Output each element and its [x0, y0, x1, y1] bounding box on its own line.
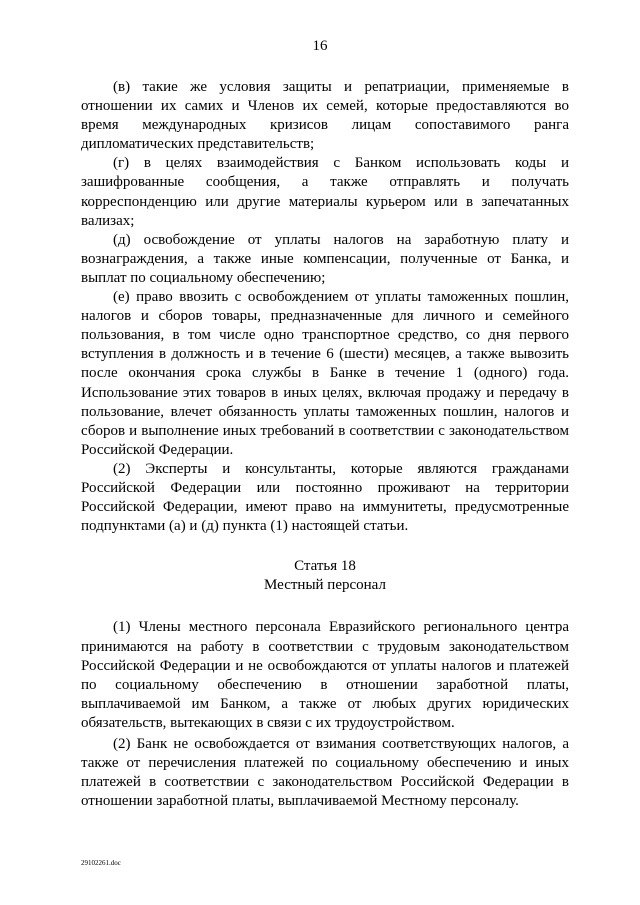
paragraph-e: (е) право ввозить с освобождением от уплаты таможенных пошлин, налогов и сборов товары, предназначенные для личного и семейного пользования, в том числе одно транспортное средство, со дня первого вступления в должность и в течение 6 (шести) месяцев, а также вывозить после окончания срока службы в Банке в течение 1 (одного) года. Использование этих товаров в иных целях, включая продажу и передачу в пользование, влечет обязанность уплаты таможенных пошлин, налогов и сборов и выполнение иных требований в соответствии с законодательством Российской Федерации. — [81, 289, 569, 458]
article-title: Местный персонал — [264, 577, 386, 594]
paragraph-1-local-staff: (1) Члены местного персонала Евразийского регионального центра принимаются на работу в соответствии с трудовым законодательством Российской Федерации и не освобождаются от уплаты налогов и платежей по социальному обеспечению в отношении заработной платы, выплачиваемой им Банком, а также от любых других юридических обязательств, вытекающих в связи с их трудоустройством. — [81, 619, 569, 731]
paragraph-d: (д) освобождение от уплаты налогов на заработную плату и вознаграждения, а также иные компенсации, полученные от Банка, и выплат по социальному обеспечению; — [81, 231, 569, 286]
document-body — [81, 78, 569, 811]
article-number: Статья 18 — [294, 558, 356, 575]
article-heading-block — [81, 557, 569, 595]
paragraph-g: (г) в целях взаимодействия с Банком использовать коды и зашифрованные сообщения, а также отправлять и получать корреспонденцию или другие материалы курьером или в запечатанных вализах; — [81, 155, 569, 229]
paragraph-v: (в) такие же условия защиты и репатриации, применяемые в отношении их самих и Членов их семей, которые предоставляются во время международных кризисов лицам сопоставимого ранга дипломатических представительств; — [81, 79, 569, 153]
paragraph-2-bank: (2) Банк не освобождается от взимания соответствующих налогов, а также от перечисления платежей по социальному обеспечению и иных платежей в соответствии с законодательством Российской Федерации в отношении заработной платы, выплачиваемой Местному персоналу. — [81, 736, 569, 810]
page-number: 16 — [312, 38, 328, 54]
footer-filename: 29102261.doc — [81, 859, 121, 867]
paragraph-2-experts: (2) Эксперты и консультанты, которые являются гражданами Российской Федерации или постоянно проживают на территории Российской Федерации, имеют право на иммунитеты, предусмотренные подпунктами (а) и (д) пункта (1) настоящей статьи. — [81, 460, 569, 535]
